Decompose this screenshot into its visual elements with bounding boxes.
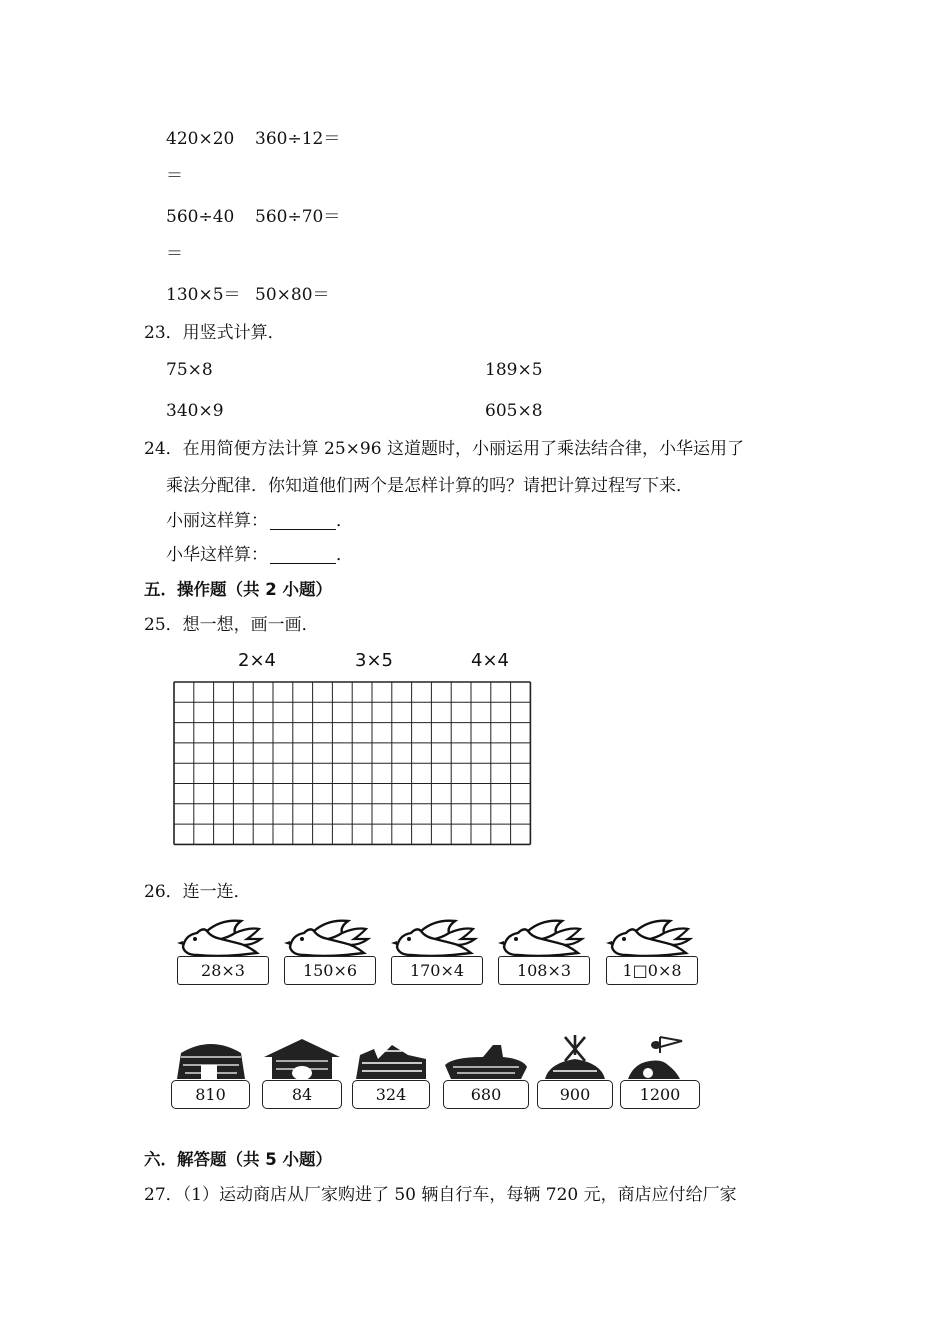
q25-label-3: 4×4 [471,650,509,671]
q26-title: 26．连一连． [144,882,251,902]
q24-line-2: 乘法分配律．你知道他们两个是怎样计算的吗？请把计算过程写下来． [166,476,693,496]
q24-xiaoli-label: 小丽这样算： [166,511,268,531]
bird-label-box[interactable]: 150×6 [284,956,376,985]
q25-label-2: 3×5 [355,650,393,671]
q22-expr-2: 360÷12＝ [255,129,341,149]
q22-expr-3: 560÷40 [166,207,235,227]
house-label-box[interactable]: 324 [352,1080,430,1109]
dove-icon [177,917,269,959]
building-icon [171,1035,250,1081]
q22-equals-2: ＝ [166,244,183,264]
q22-expr-5: 130×5＝ [166,285,241,305]
house-label-box[interactable]: 900 [537,1080,613,1109]
q22-expr-6: 50×80＝ [255,285,330,305]
answer-blank[interactable] [270,547,336,564]
house-label-box[interactable]: 84 [262,1080,342,1109]
dove-icon [391,917,483,959]
period: ． [336,511,353,531]
q23-title: 23．用竖式计算． [144,323,285,343]
section-5-heading: 五．操作题（共 2 小题） [144,580,332,599]
section-6-heading: 六．解答题（共 5 小题） [144,1150,332,1169]
house-label-box[interactable]: 680 [443,1080,529,1109]
q25-title: 25．想一想，画一画． [144,615,319,635]
q24-line-1: 24．在用简便方法计算 25×96 这道题时，小丽运用了乘法结合律，小华运用了 [144,439,744,459]
dove-icon [284,917,376,959]
building-icon [443,1035,529,1081]
q23-item-1: 75×8 [166,360,213,380]
house-label-box[interactable]: 1200 [620,1080,700,1109]
building-icon [537,1035,613,1081]
period: ． [336,545,353,565]
q22-expr-4: 560÷70＝ [255,207,341,227]
building-icon [262,1035,342,1081]
q25-label-1: 2×4 [238,650,276,671]
bird-label-box[interactable]: 108×3 [498,956,590,985]
q24-xiaoli-answer [166,513,353,530]
bird-label-box[interactable]: 170×4 [391,956,483,985]
q23-item-2: 189×5 [485,360,543,380]
dove-icon [606,917,698,959]
bird-label-box[interactable]: 28×3 [177,956,269,985]
q22-equals-1: ＝ [166,166,183,186]
building-icon [352,1035,430,1081]
q23-item-3: 340×9 [166,401,224,421]
q22-expr-1: 420×20 [166,129,235,149]
dove-icon [498,917,590,959]
q27-line-1: 27．（1）运动商店从厂家购进了 50 辆自行车，每辆 720 元，商店应付给厂家 [144,1185,737,1205]
drawing-grid[interactable] [173,681,533,846]
bird-label-box[interactable]: 1□0×8 [606,956,698,985]
answer-blank[interactable] [270,513,336,530]
q24-xiaohua-label: 小华这样算： [166,545,268,565]
house-label-box[interactable]: 810 [171,1080,250,1109]
q23-item-4: 605×8 [485,401,543,421]
building-icon [620,1035,700,1081]
q24-xiaohua-answer [166,547,353,564]
